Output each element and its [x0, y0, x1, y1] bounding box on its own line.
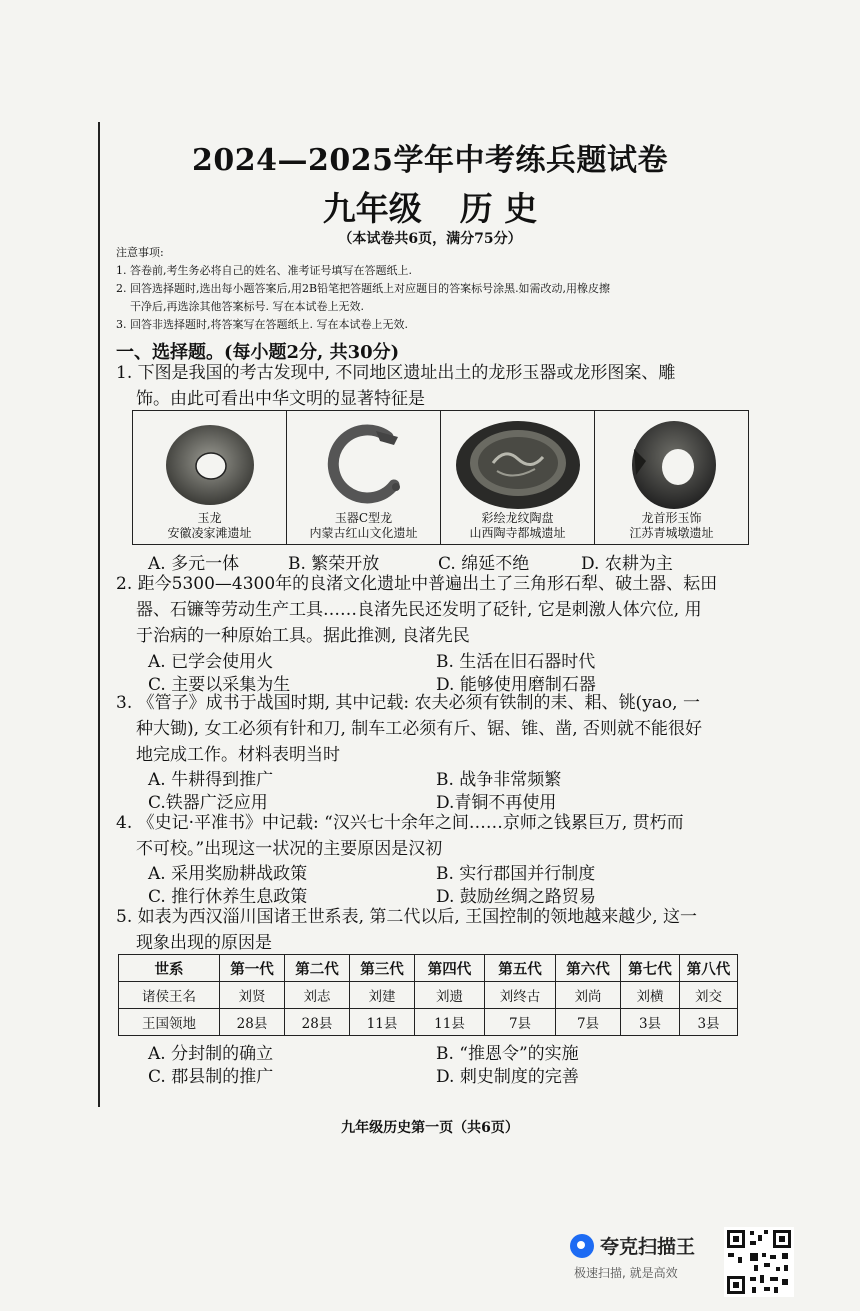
answer-option: B. 生活在旧石器时代 — [436, 652, 596, 672]
table-cell: 刘交 — [680, 982, 738, 1009]
artifact-name: 玉龙 — [197, 511, 222, 525]
table-cell: 28县 — [220, 1009, 285, 1036]
table-cell: 第一代 — [220, 955, 285, 982]
table-cell: 3县 — [680, 1009, 738, 1036]
artifact-name: 彩绘龙纹陶盘 — [481, 511, 554, 525]
table-cell: 王国领地 — [119, 1009, 220, 1036]
instructions-heading: 注意事项: — [116, 246, 164, 259]
binding-margin-line — [98, 122, 100, 1107]
artifact-cell — [133, 411, 287, 544]
answer-option: C.铁器广泛应用 — [148, 793, 268, 813]
instruction-item: 2. 回答选择题时,选出每小题答案后,用2B铅笔把答题纸上对应题目的答案标号涂黑.如需改动,用橡皮擦 — [116, 282, 611, 295]
artifact-site: 安徽凌家滩遗址 — [167, 526, 252, 540]
table-cell: 刘遗 — [415, 982, 485, 1009]
artifact-name: 玉器C型龙 — [334, 511, 393, 525]
artifact-caption — [287, 511, 440, 541]
table-cell: 11县 — [415, 1009, 485, 1036]
answer-option: C. 绵延不绝 — [438, 554, 530, 574]
answer-option: D. 刺史制度的完善 — [436, 1067, 579, 1087]
table-cell: 第七代 — [621, 955, 680, 982]
table-cell: 第三代 — [350, 955, 415, 982]
instruction-item: 干净后,再选涂其他答案标号. 写在本试卷上无效. — [130, 300, 364, 313]
subject-title — [0, 183, 860, 230]
question-stem: 于治病的一种原始工具。据此推测, 良渚先民 — [136, 626, 470, 646]
answer-option: D. 鼓励丝绸之路贸易 — [436, 887, 596, 907]
scanner-logo-icon — [570, 1234, 594, 1258]
table-cell: 世系 — [119, 955, 220, 982]
answer-option: C. 推行休养生息政策 — [148, 887, 308, 907]
artifact-cell — [287, 411, 441, 544]
question-stem: 现象出现的原因是 — [136, 933, 272, 953]
exam-meta: （本试卷共6页，满分75分） — [338, 231, 522, 247]
instruction-item: 1. 答卷前,考生务必将自己的姓名、准考证号填写在答题纸上. — [116, 264, 412, 277]
question-stem: 饰。由此可看出中华文明的显著特征是 — [136, 389, 425, 409]
table-cell: 第八代 — [680, 955, 738, 982]
table-cell: 诸侯王名 — [119, 982, 220, 1009]
question-stem: 不可校。”出现这一状况的主要原因是汉初 — [136, 839, 443, 859]
scanner-slogan: 极速扫描, 就是高效 — [574, 1266, 678, 1280]
instruction-item: 3. 回答非选择题时,将答案写在答题纸上. 写在本试卷上无效. — [116, 318, 408, 331]
answer-option: C. 郡县制的推广 — [148, 1067, 274, 1087]
artifact-name: 龙首形玉饰 — [641, 511, 702, 525]
answer-option: C. 主要以采集为生 — [148, 675, 291, 695]
dragon-head-jade-icon — [624, 419, 720, 511]
answer-option: B. 实行郡国并行制度 — [436, 864, 596, 884]
table-cell: 刘横 — [621, 982, 680, 1009]
table-cell: 第二代 — [285, 955, 350, 982]
artifact-site: 内蒙古红山文化遗址 — [309, 526, 418, 540]
question-4 — [116, 810, 776, 862]
answer-option: B. 战争非常频繁 — [436, 770, 562, 790]
question-stem: 4. 《史记·平准书》中记载: “汉兴七十余年之间……京师之钱累巨万, 贯朽而 — [116, 813, 684, 833]
table-cell: 第四代 — [415, 955, 485, 982]
question-stem: 种大锄), 女工必须有针和刀, 制车工必须有斤、锯、锥、凿, 否则就不能很好 — [136, 719, 703, 739]
table-cell: 刘终古 — [485, 982, 556, 1009]
question-3 — [116, 690, 776, 768]
answer-option: A. 分封制的确立 — [148, 1044, 274, 1064]
table-cell: 3县 — [621, 1009, 680, 1036]
table-header-row — [119, 955, 738, 982]
answer-option: D. 农耕为主 — [581, 554, 673, 574]
answer-option: A. 采用奖励耕战政策 — [148, 864, 308, 884]
question-stem: 2. 距今5300—4300年的良渚文化遗址中普遍出土了三角形石犁、破土器、耘田 — [116, 574, 718, 594]
artifact-caption — [133, 511, 286, 541]
painted-dragon-plate-icon — [453, 419, 583, 511]
scanner-brand: 夸克扫描王 — [600, 1236, 696, 1258]
artifact-site: 山西陶寺都城遗址 — [469, 526, 566, 540]
artifact-table — [132, 410, 749, 545]
table-cell: 刘尚 — [556, 982, 621, 1009]
artifact-cell — [441, 411, 595, 544]
answer-option: A. 多元一体 — [148, 554, 240, 574]
question-stem: 1. 下图是我国的考古发现中, 不同地区遗址出土的龙形玉器或龙形图案、雕 — [116, 363, 676, 383]
lineage-table — [118, 954, 738, 1036]
subject-label: 历 史 — [459, 189, 538, 228]
table-cell: 7县 — [556, 1009, 621, 1036]
table-row — [119, 1009, 738, 1036]
question-1 — [116, 360, 776, 412]
table-cell: 28县 — [285, 1009, 350, 1036]
artifact-site: 江苏青城墩遗址 — [629, 526, 714, 540]
question-stem: 地完成工作。材料表明当时 — [136, 745, 340, 765]
table-cell: 刘建 — [350, 982, 415, 1009]
table-cell: 第六代 — [556, 955, 621, 982]
question-stem: 3. 《管子》成书于战国时期, 其中记载: 农夫必须有铁制的耒、耜、铫(yao, 一 — [116, 693, 700, 713]
table-cell: 刘志 — [285, 982, 350, 1009]
table-row — [119, 982, 738, 1009]
artifact-caption — [441, 511, 594, 541]
answer-option: D.青铜不再使用 — [436, 793, 557, 813]
question-stem: 5. 如表为西汉淄川国诸王世系表, 第二代以后, 王国控制的领地越来越少, 这一 — [116, 907, 698, 927]
artifact-caption — [595, 511, 748, 541]
table-cell: 刘贤 — [220, 982, 285, 1009]
c-shaped-dragon-icon — [316, 419, 412, 511]
answer-option: A. 牛耕得到推广 — [148, 770, 274, 790]
page-footer: 九年级历史第一页（共6页） — [341, 1120, 519, 1136]
exam-title: 2024—2025学年中考练兵题试卷 — [192, 143, 668, 178]
instructions — [116, 244, 776, 334]
question-5 — [116, 904, 776, 956]
table-cell: 7县 — [485, 1009, 556, 1036]
question-stem: 器、石镰等劳动生产工具……良渚先民还发明了砭针, 它是刺激人体穴位, 用 — [136, 600, 702, 620]
answer-option: B. “推恩令”的实施 — [436, 1044, 579, 1064]
answer-option: D. 能够使用磨制石器 — [436, 675, 596, 695]
qr-code-icon — [724, 1227, 794, 1297]
section-heading: 一、选择题。(每小题2分, 共30分) — [116, 342, 400, 363]
grade-label: 九年级 — [322, 189, 422, 228]
table-cell: 11县 — [350, 1009, 415, 1036]
artifact-cell — [595, 411, 748, 544]
jade-dragon-ring-icon — [162, 419, 258, 511]
question-2 — [116, 571, 776, 649]
answer-option: A. 已学会使用火 — [148, 652, 274, 672]
answer-option: B. 繁荣开放 — [288, 554, 380, 574]
table-cell: 第五代 — [485, 955, 556, 982]
